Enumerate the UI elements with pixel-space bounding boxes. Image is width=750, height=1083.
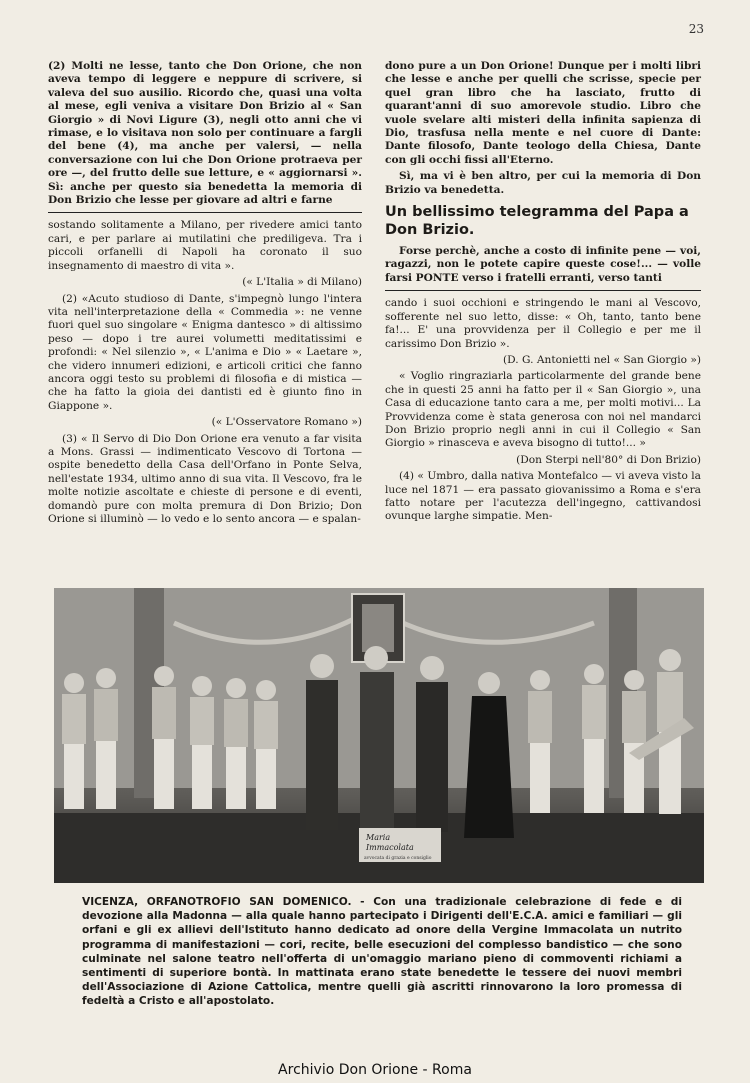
source-citation: (Don Sterpi nell'80° di Don Brizio) xyxy=(516,453,701,466)
sign-line: Immacolata xyxy=(366,843,414,852)
source-citation: (« L'Osservatore Romano ») xyxy=(211,416,362,429)
person xyxy=(152,666,176,809)
footnote-text: « Voglio ringraziarla particolarmente del grande bene che in questi 25 anni ha fatto per il « San Giorgio », una Casa di educazione tanto cara a me, per molti motivi... La Provvidenza come è stata generosa con noi nel mandarci Don Brizio proprio negli anni in cui il Collegio « San Giorgio » rinasceva e aveva bisogno di tutto!... » xyxy=(385,370,701,450)
person xyxy=(622,670,646,813)
person xyxy=(94,668,118,809)
footnote-text: sostando solitamente a Milano, per rivedere amici tanto cari, e per parlare ai mutilatini che prediligeva. Tra i piccoli orfanelli di Napoli ha coronato il suo insegnamento di maestro di vita ». xyxy=(48,219,362,272)
person xyxy=(582,664,606,813)
footnote-text: (3) « Il Servo di Dio Don Orione era venuto a far visita a Mons. Grassi — indimenticato Vescovo di Tortona — ospite benedetto della Casa dell'Orfano in Ponte Selva, nell'estate 1934, ultimo anno di sua vita. Il Vescovo, fra le molte notizie ascoltate e chieste di persone e di eventi, domandò pure con molta premura di Don Brizio; Don Orione si illuminò — lo vedo e lo sento ancora — e spalan- xyxy=(48,432,362,525)
page-number: 23 xyxy=(688,22,704,36)
left-column xyxy=(48,60,362,529)
photo-caption xyxy=(82,895,682,1009)
body-paragraph: Forse perchè, anche a costo di infinite pene — voi, ragazzi, non le potete capire queste cose!... — volle farsi PONTE verso i fratelli erranti, verso tanti xyxy=(385,245,701,284)
divider xyxy=(385,290,701,291)
sign-line: Maria xyxy=(366,833,391,842)
person xyxy=(416,656,448,832)
person xyxy=(528,670,552,813)
person xyxy=(360,646,394,832)
footnote-2-continuation: (2) Molti ne lesse, tanto che Don Orione, che non aveva tempo di leggere e neppure di scrivere, si valeva del suo ausilio. Ricordo che, quasi una volta al mese, egli veniva a visitare Don Brizio al « San Giorgio » di Novi Ligure (3), negli otto anni che vi rimase, e lo visitava non solo per continuare a fargli del bene (4), ma anche per valersi, — nella conversazione con lui che Don Orione protraeva per ore —, del frutto delle sue letture, e « aggiornarsi ». Sì: anche per questo sia benedetta la memoria di Don Brizio che lesse per giovare ad altri e farne xyxy=(48,60,362,207)
caption-lead: VICENZA, ORFANOTROFIO SAN DOMENICO. xyxy=(82,896,352,908)
archive-footer: Archivio Don Orione - Roma xyxy=(278,1062,472,1078)
source-citation: (D. G. Antonietti nel « San Giorgio ») xyxy=(503,353,701,366)
right-column xyxy=(385,60,701,527)
sign-line: avvocata di grazia e consiglio xyxy=(364,856,432,861)
body-paragraph: dono pure a un Don Orione! Dunque per i molti libri che lesse e anche per quelli che scrisse, specie per quel gran libro che ha lasciato, frutto di quarant'anni di suo amorevole studio. Libro che vuole svelare alti misteri della infinita sapienza di Dio, trasfusa nella mente e nel cuore di Dante: Dante filosofo, Dante teologo della Chiesa, Dante con gli occhi fissi all'Eterno. xyxy=(385,60,701,166)
divider xyxy=(48,212,362,213)
body-paragraph: Sì, ma vi è ben altro, per cui la memoria di Don Brizio va benedetta. xyxy=(385,170,701,196)
footnote-text: (4) « Umbro, dalla nativa Montefalco — vi aveva visto la luce nel 1871 — era passato giovanissimo a Roma e s'era fatto notare per l'acutezza dell'ingegno, cattivandosi ovunque larghe simpatie. Men- xyxy=(385,470,701,523)
madonna-picture-inner xyxy=(362,604,394,652)
photo-illustration xyxy=(54,588,704,883)
person xyxy=(306,654,338,830)
caption-text: - Con una tradizionale celebrazione di fede e di devozione alla Madonna — alla quale hanno partecipato i Dirigenti dell'E.C.A. amici e familiari — gli orfani e gli ex allievi dell'Istituto hanno dedicato ad onore della Vergine Immacolata un nutrito programma di manifestazioni — cori, recite, belle esecuzioni del complesso bandistico — che sono culminate nel salone teatro nell'offerta di un'omaggio mariano pieno di commoventi richiami a sentimenti di superiore bontà. In mattinata erano state benedette le tessere dei nuovi membri dell'Associazione di Azione Cattolica, mentre quelli già ascritti rinnovarono la loro promessa di fedeltà a Cristo e all'apostolato. xyxy=(82,896,682,1008)
photo-orphanage-band xyxy=(54,588,704,883)
section-heading: Un bellissimo telegramma del Papa a Don Brizio. xyxy=(385,204,689,239)
people xyxy=(62,646,683,838)
source-citation: (« L'Italia » di Milano) xyxy=(242,276,362,289)
footnote-text: cando i suoi occhioni e stringendo le mani al Vescovo, sofferente nel suo letto, disse: « Oh, tanto, tanto bene fa!... E' una provvidenza per il Collegio e per me il carissimo Don Brizio ». xyxy=(385,297,701,350)
footnote-text: (2) «Acuto studioso di Dante, s'impegnò lungo l'intera vita nell'interpretazione della « Commedia »: ne venne fuori quel suo singolare « Enigma dantesco » di altissimo peso — dopo i tre aurei volumetti meditatissimi e profondi: « Nel silenzio », « L'anima e Dio » « Laetare », che videro innumeri edizioni, e articoli critici che fanno ancora oggi testo su problemi di filosofia e di mistica — che ha fatto la gioia dei dantisti ed è giunto fino in Giappone ». xyxy=(48,292,362,412)
